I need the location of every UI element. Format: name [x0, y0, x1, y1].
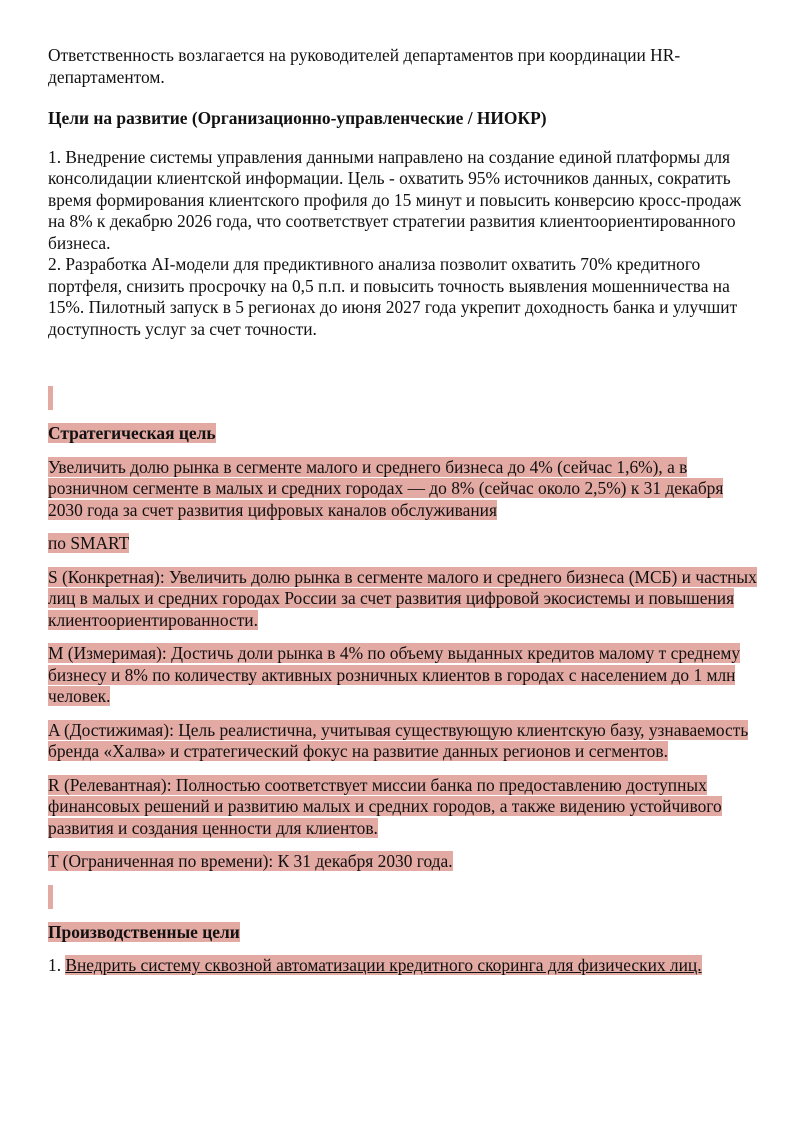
strategic-goal-heading-text: Стратегическая цель: [48, 423, 216, 443]
smart-measurable-paragraph: [48, 643, 760, 708]
production-goal-item-1-number: 1.: [48, 955, 66, 975]
highlight-marker: [48, 386, 53, 410]
strategic-goal-heading: [48, 423, 760, 445]
development-goal-item-1: 1. Внедрение системы управления данными направлено на создание единой платформы для консолидации клиентской информации. Цель - охватить 95% источников данных, сократить время формирования клиентского профиля до 15 минут и повысить конверсию кросс-продаж на 8% к декабрю 2026 года, что соответствует стратегии развития клиентоориентированного бизнеса.: [48, 146, 742, 253]
production-goal-item-1: [48, 955, 760, 977]
smart-relevant-paragraph: [48, 775, 760, 840]
smart-timebound-text: T (Ограниченная по времени): К 31 декабря 2030 года.: [48, 851, 453, 871]
smart-specific-text: S (Конкретная): Увеличить долю рынка в сегменте малого и среднего бизнеса (МСБ) и частных лиц в малых и средних городах России за счет развития цифровой экосистемы и повышения клиентоориентированности.: [48, 566, 757, 630]
development-goal-item-2: 2. Разработка AI-модели для предиктивного анализа позволит охватить 70% кредитного портфеля, снизить просрочку на 0,5 п.п. и повысить точность выявления мошенничества на 15%. Пилотный запуск в 5 регионах до июня 2027 года укрепит доходность банка и улучшит доступность услуг за счет точности.: [48, 254, 738, 339]
production-goals-heading: [48, 922, 760, 944]
production-goals-heading-text: Производственные цели: [48, 921, 240, 942]
development-goals-heading: Цели на развитие (Организационно-управленческие / НИОКР): [48, 108, 547, 128]
smart-timebound-paragraph: [48, 851, 760, 873]
smart-achievable-text: A (Достижимая): Цель реалистична, учитывая существующую клиентскую базу, узнаваемость бренда «Халва» и стратегический фокус на развитие данных регионов и сегментов.: [48, 719, 749, 761]
smart-measurable-text: M (Измеримая): Достичь доли рынка в 4% по объему выданных кредитов малому т среднему бизнесу и 8% по количеству активных розничных клиентов в городах с населением до 1 млн человек.: [48, 643, 741, 706]
responsibility-paragraph: Ответственность возлагается на руководителей департаментов при координации HR-департаментом.: [48, 45, 681, 87]
smart-label-paragraph: [48, 533, 760, 555]
smart-relevant-text: R (Релевантная): Полностью соответствует миссии банка по предоставлению доступных финансовых решений и развитию малых и средних городов, а также видению устойчивого развития и создания ценности для клиентов.: [48, 774, 722, 838]
smart-label: по SMART: [48, 533, 130, 553]
highlight-marker-2: [48, 885, 53, 909]
strategic-goal-paragraph: [48, 457, 760, 522]
smart-achievable-paragraph: [48, 720, 760, 763]
production-goal-item-1-text: Внедрить систему сквозной автоматизации кредитного скоринга для физических лиц.: [65, 955, 702, 975]
smart-specific-paragraph: [48, 567, 760, 632]
strategic-goal-text: Увеличить долю рынка в сегменте малого и среднего бизнеса до 4% (сейчас 1,6%), а в розничном сегменте в малых и средних городах — до 8% (сейчас около 2,5%) к 31 декабря 2030 года за счет развития цифровых каналов обслуживания: [48, 456, 724, 520]
document-page: [48, 45, 760, 977]
